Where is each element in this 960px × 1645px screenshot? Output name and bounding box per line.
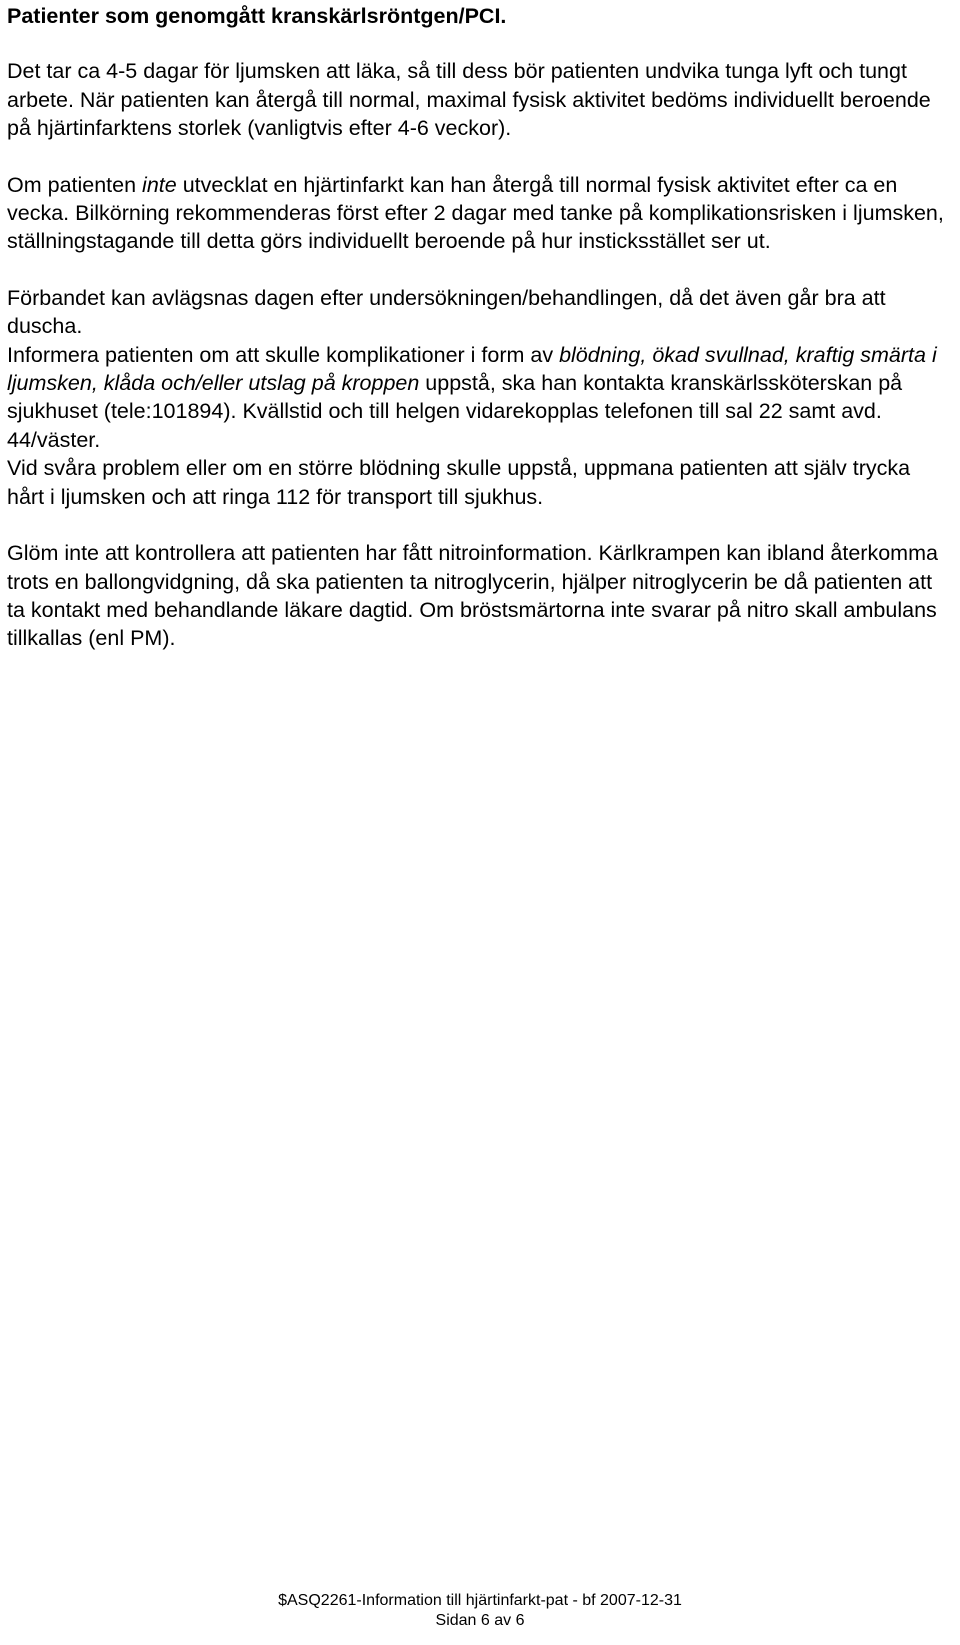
paragraph-emergency: Vid svåra problem eller om en större blödning skulle uppstå, uppmana patienten att själv trycka hårt i ljumsken och att ringa 112 för transport till sjukhus.	[7, 456, 911, 509]
paragraph-complications-emphasis: blödning, ökad svullnad, kraftig smärta i ljumsken, klåda och/eller utslag på kroppen	[7, 342, 937, 396]
paragraph-healing: Det tar ca 4-5 dagar för ljumsken att läka, så till dess bör patienten undvika tunga lyft och tungt arbete. När patienten kan återgå till normal, maximal fysisk aktivitet bedöms individuellt beroende på hjärtinfarktens storlek (vanligtvis efter 4-6 veckor).	[7, 59, 931, 141]
document-body	[7, 2, 952, 653]
paragraph-activity	[7, 171, 952, 256]
footer-page-number: Sidan 6 av 6	[435, 1612, 525, 1629]
page-title: Patienter som genomgått kranskärlsröntgen/PCI.	[7, 4, 507, 28]
paragraph-complications-start: Informera patienten om att skulle komplikationer i form av	[7, 342, 560, 367]
paragraph-activity-emphasis: inte	[142, 172, 177, 197]
paragraph-complications-rest: uppstå, ska han kontakta kranskärlssköterskan på sjukhuset (tele:101894). Kvällstid och till helgen vidarekopplas telefonen till sal 22 samt avd. 44/väster.	[7, 371, 903, 452]
paragraph-activity-rest: utvecklat en hjärtinfarkt kan han återgå till normal fysisk aktivitet efter ca en vecka. Bilkörning rekommenderas först efter 2 dagar med tanke på komplikationsrisken i ljumsken, ställningstagande till detta görs individuellt beroende på hur insticksstället ser ut.	[7, 172, 944, 254]
footer-document-id: $ASQ2261-Information till hjärtinfarkt-pat - bf 2007-12-31	[278, 1592, 682, 1609]
paragraph-dressing: Förbandet kan avlägsnas dagen efter undersökningen/behandlingen, då det även går bra att duscha.	[7, 285, 886, 339]
paragraph-nitro: Glöm inte att kontrollera att patienten har fått nitroinformation. Kärlkrampen kan ibland återkomma trots en ballongvidgning, då ska patienten ta nitroglycerin, hjälper nitroglycerin be då patienten att ta kontakt med behandlande läkare dagtid. Om bröstsmärtorna inte svarar på nitro skall ambulans tillkallas (enl PM).	[7, 541, 938, 651]
paragraph-activity-start: Om patienten	[7, 172, 143, 197]
page-footer	[0, 1591, 960, 1631]
paragraph-complications	[7, 341, 952, 455]
